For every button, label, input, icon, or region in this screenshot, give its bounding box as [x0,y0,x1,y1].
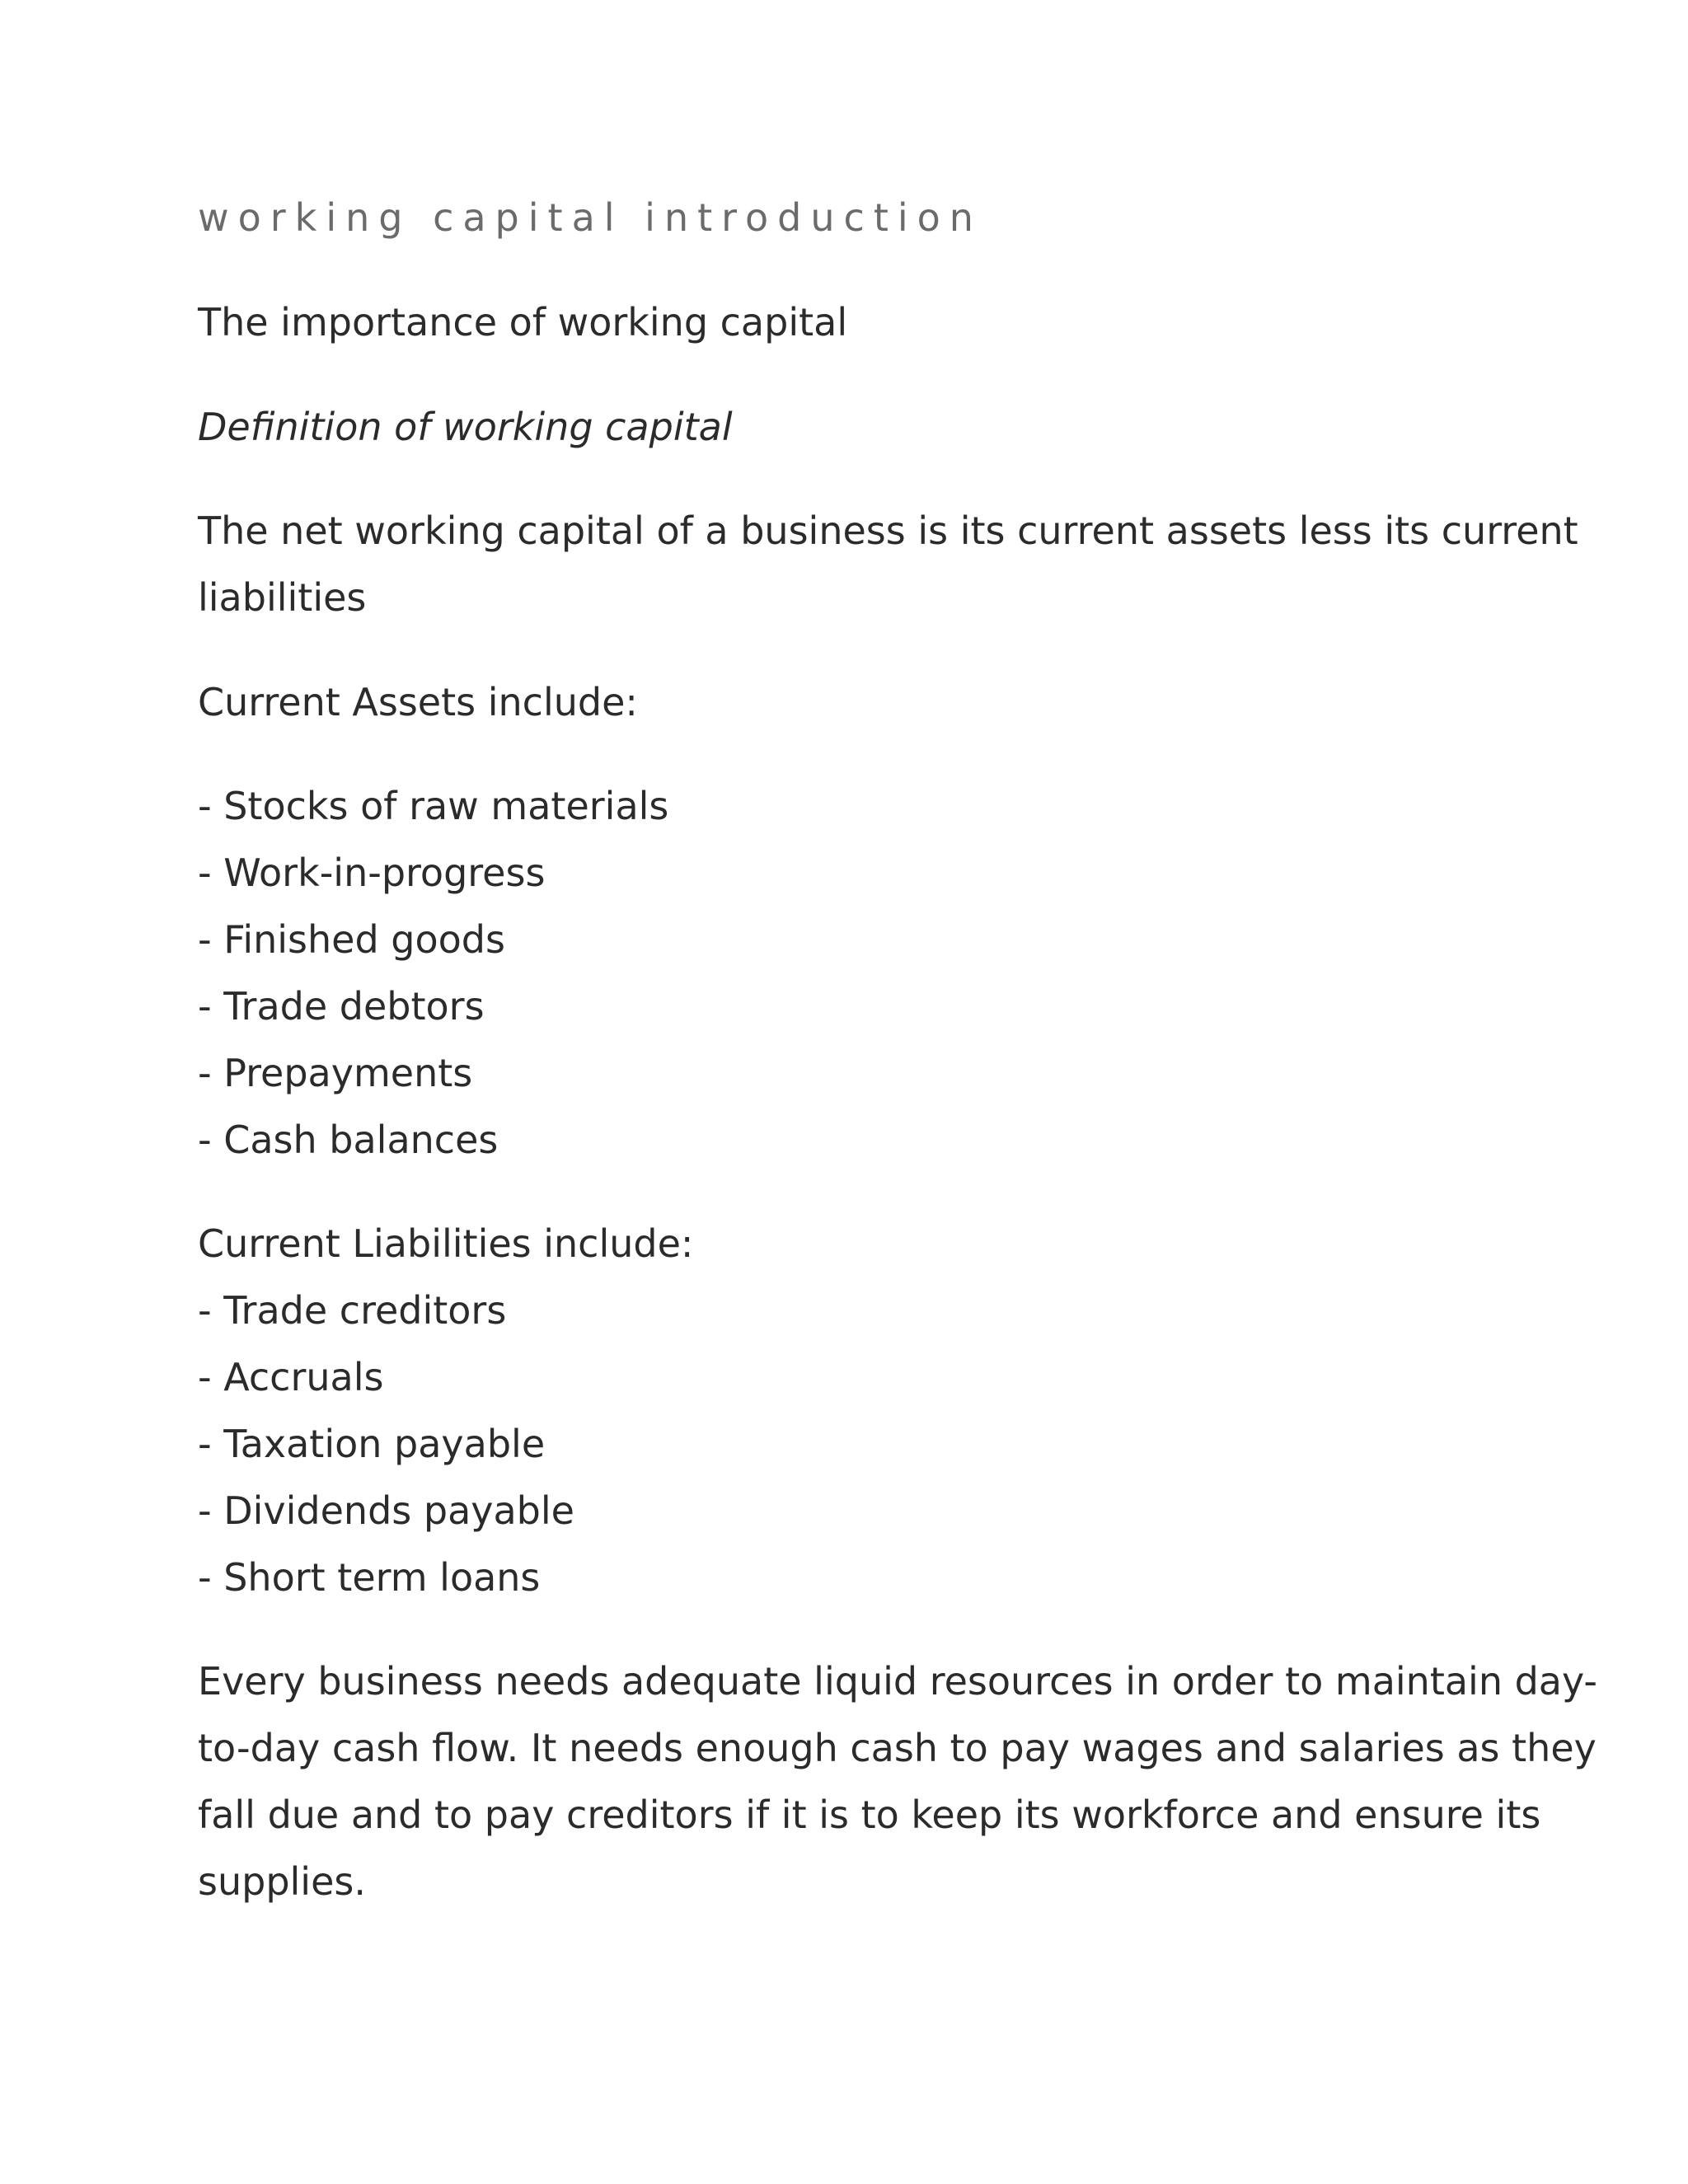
list-item: - Finished goods [198,917,505,962]
list-item: - Work-in-progress [198,851,546,895]
list-item: - Cash balances [198,1118,499,1162]
section-heading: The importance of working capital [198,300,848,344]
list-item: - Trade debtors [198,984,485,1029]
list-item: - Taxation payable [198,1422,546,1466]
list-item: - Accruals [198,1355,384,1399]
definition-text-line-2: liabilities [198,575,367,620]
list-item: - Short term loans [198,1555,541,1600]
current-assets-heading: Current Assets include: [198,680,638,724]
paragraph-line: supplies. [198,1859,366,1904]
list-item: - Stocks of raw materials [198,784,669,828]
paragraph-line: to-day cash flow. It needs enough cash to pay wages and salaries as they [198,1726,1597,1770]
current-liabilities-heading: Current Liabilities include: [198,1221,694,1266]
definition-subheading: Definition of working capital [198,405,733,449]
paragraph-line: Every business needs adequate liquid resources in order to maintain day- [198,1659,1598,1704]
list-item: - Trade creditors [198,1288,507,1333]
document-title: working capital introduction [198,195,982,240]
list-item: - Dividends payable [198,1488,574,1533]
definition-text-line-1: The net working capital of a business is its current assets less its current [198,509,1578,553]
list-item: - Prepayments [198,1051,473,1095]
paragraph-line: fall due and to pay creditors if it is to keep its workforce and ensure its [198,1793,1541,1837]
